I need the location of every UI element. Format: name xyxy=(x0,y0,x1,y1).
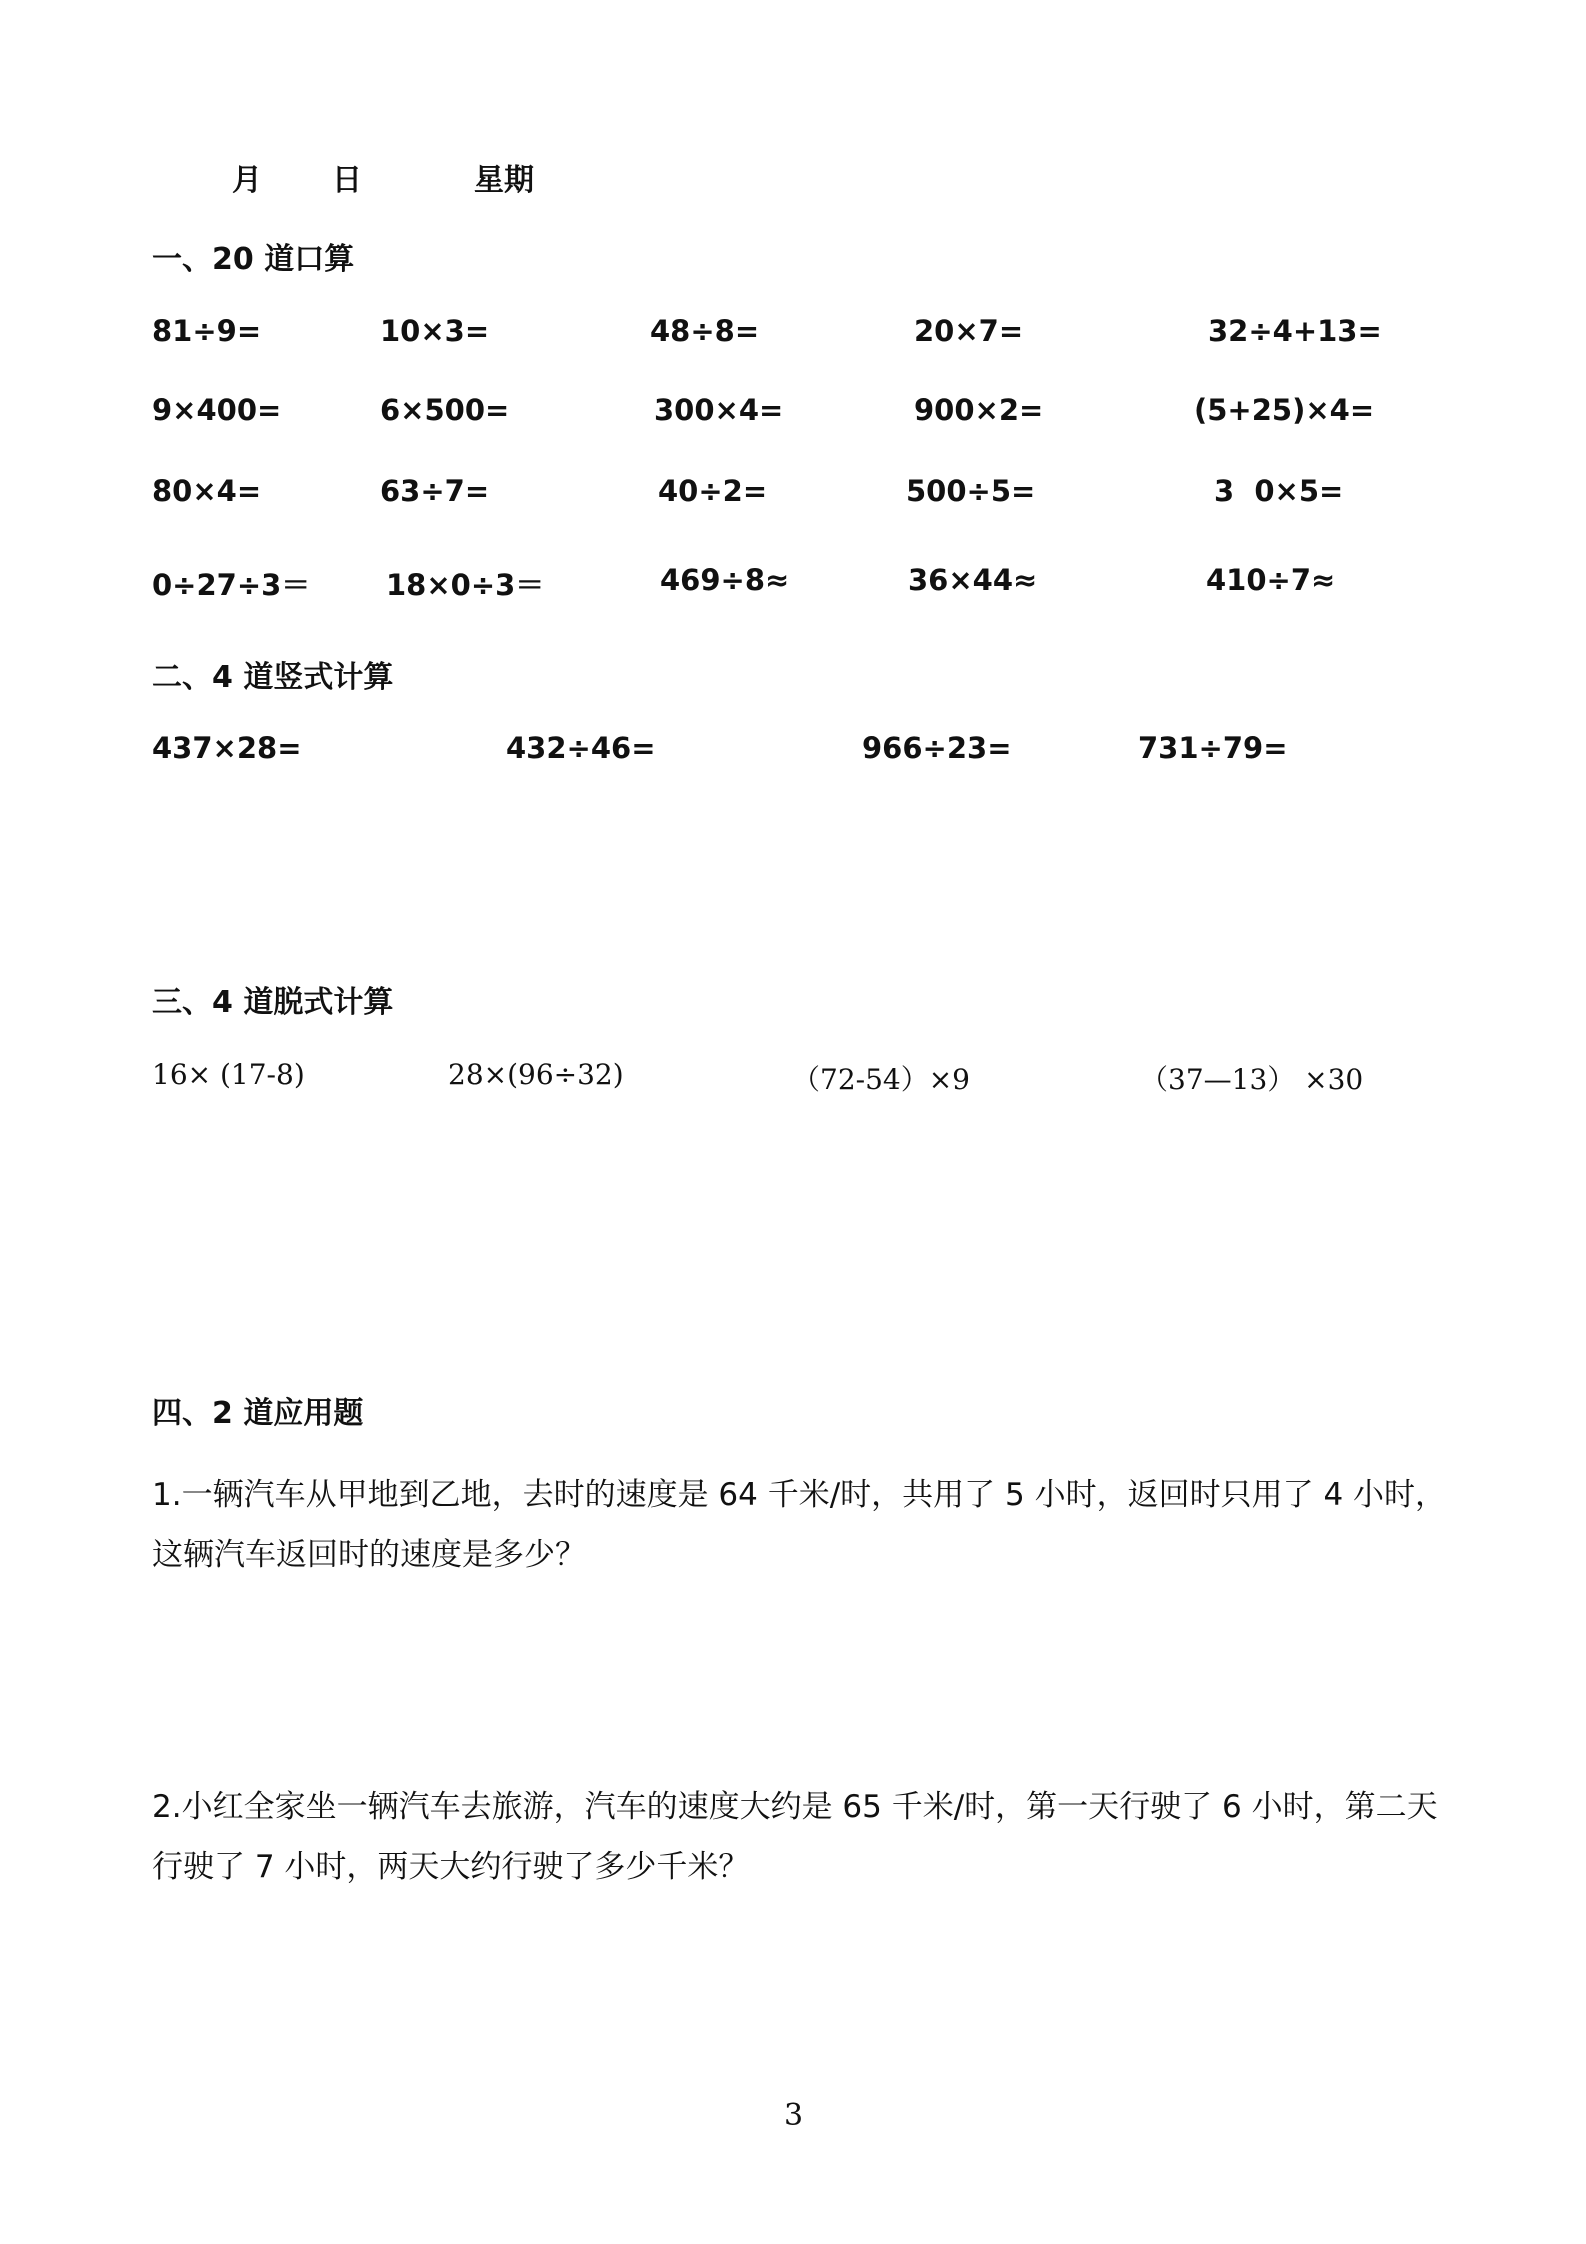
section-4-title: 四、2 道应用题 xyxy=(152,1396,364,1431)
section-3-title: 三、4 道脱式计算 xyxy=(152,985,394,1020)
oral-item: 469÷8≈ xyxy=(660,563,790,597)
oral-item: 81÷9= xyxy=(152,314,262,348)
oral-item: 0÷27÷3＝ xyxy=(152,568,311,602)
word-problem-2: 2.小红全家坐一辆汽车去旅游，汽车的速度大约是 65 千米/时，第一天行驶了 6 小时，第二天行驶了 7 小时，两天大约行驶了多少千米？ xyxy=(152,1789,1438,1885)
oral-item: 20×7= xyxy=(914,314,1024,348)
oral-item: 500÷5= xyxy=(906,474,1036,508)
vertical-item: 966÷23= xyxy=(862,731,1012,765)
section-1-title: 一、20 道口算 xyxy=(152,242,355,277)
oral-item: 40÷2= xyxy=(658,474,768,508)
oral-item: 10×3= xyxy=(380,314,490,348)
page-number: 3 xyxy=(784,2098,804,2133)
header-month: 月 xyxy=(232,163,262,198)
oral-item: 18×0÷3＝ xyxy=(386,568,545,602)
oral-item: 48÷8= xyxy=(650,314,760,348)
stepwise-item: 28×(96÷32) xyxy=(448,1058,624,1091)
oral-item: 9×400= xyxy=(152,393,282,427)
oral-item: 6×500= xyxy=(380,393,510,427)
oral-item: 63÷7= xyxy=(380,474,490,508)
oral-item: 36×44≈ xyxy=(908,563,1038,597)
section-2-title: 二、4 道竖式计算 xyxy=(152,660,394,695)
oral-item: 3 0×5= xyxy=(1214,474,1344,508)
stepwise-item: （72-54）×9 xyxy=(792,1063,970,1096)
oral-item: 410÷7≈ xyxy=(1206,563,1336,597)
vertical-item: 432÷46= xyxy=(506,731,656,765)
vertical-item: 731÷79= xyxy=(1138,731,1288,765)
stepwise-item: （37—13） ×30 xyxy=(1140,1063,1364,1096)
stepwise-item: 16× (17-8) xyxy=(152,1058,305,1091)
oral-item: 80×4= xyxy=(152,474,262,508)
oral-item: 900×2= xyxy=(914,393,1044,427)
oral-item: (5+25)×4= xyxy=(1194,393,1375,427)
oral-item: 300×4= xyxy=(654,393,784,427)
vertical-item: 437×28= xyxy=(152,731,302,765)
oral-item: 32÷4+13= xyxy=(1208,314,1382,348)
header-day: 日 xyxy=(332,163,362,198)
header-weekday: 星期 xyxy=(474,163,534,198)
word-problem-1: 1.一辆汽车从甲地到乙地，去时的速度是 64 千米/时，共用了 5 小时，返回时只用了 4 小时，这辆汽车返回时的速度是多少？ xyxy=(152,1477,1447,1573)
